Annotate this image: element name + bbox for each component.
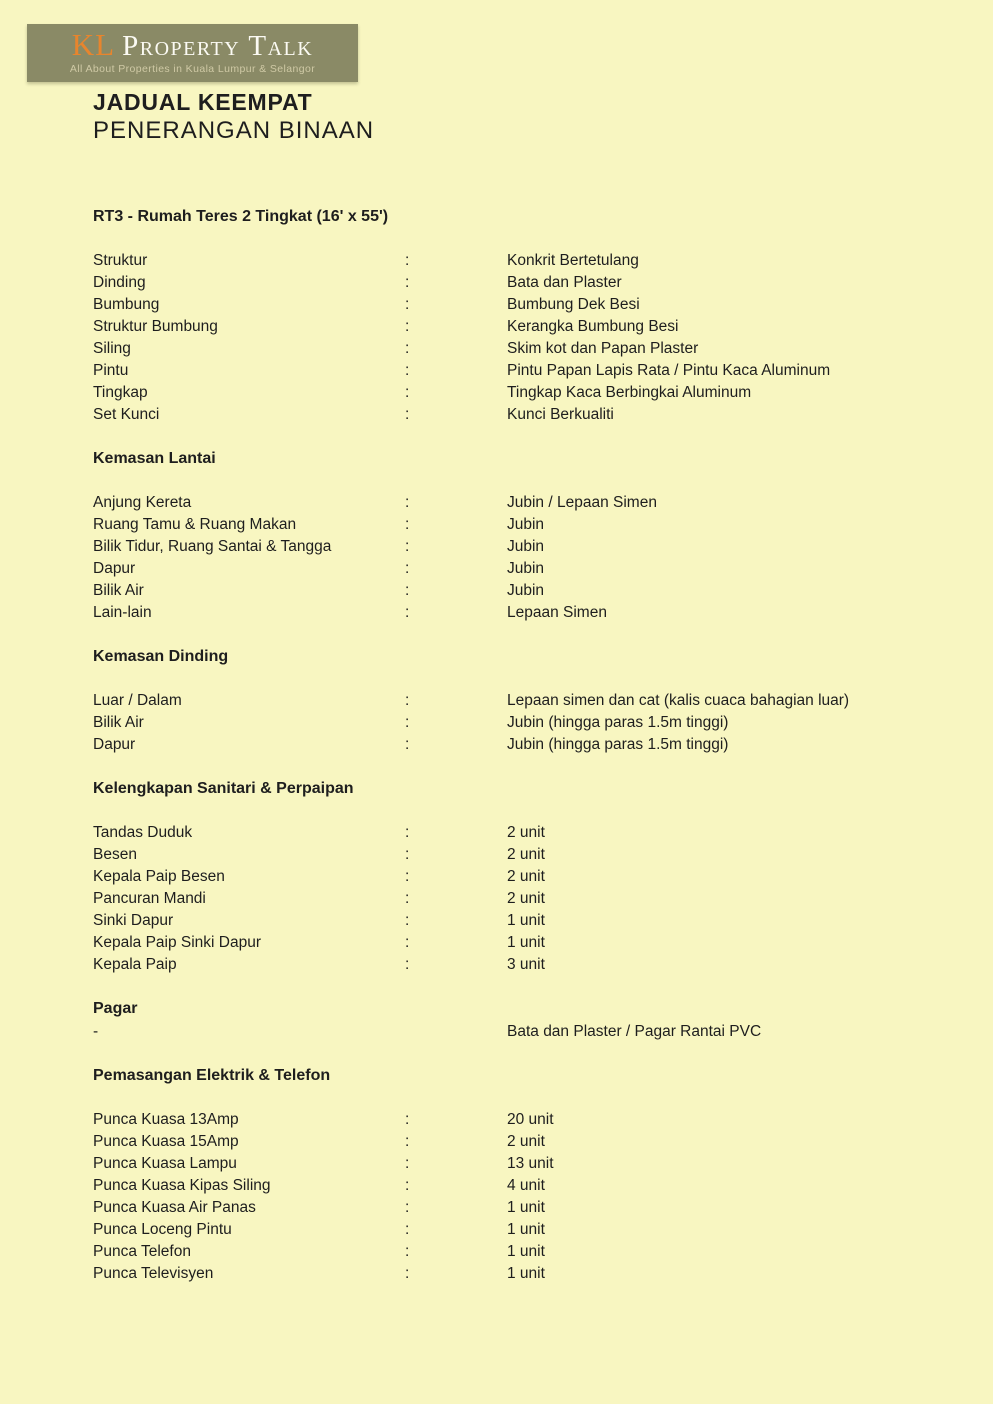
section-heading: Kemasan Lantai [93,450,216,467]
spec-separator: : [405,384,410,401]
spec-label: Punca Kuasa Kipas Siling [93,1177,271,1194]
spec-label: Bilik Air [93,582,144,599]
page-subtitle: PENERANGAN BINAAN [93,117,375,144]
section-heading: Kelengkapan Sanitari & Perpaipan [93,780,354,797]
spec-row [93,734,953,756]
section-rows [93,690,953,756]
spec-label: Siling [93,340,131,357]
spec-label: Bilik Tidur, Ruang Santai & Tangga [93,538,332,555]
logo-kl-text: KL [71,27,116,62]
spec-value: 4 unit [507,1177,545,1194]
spec-separator: : [405,252,410,269]
spec-value: Skim kot dan Papan Plaster [507,340,699,357]
spec-separator: : [405,824,410,841]
spec-label: Lain-lain [93,604,152,621]
spec-row [93,822,953,844]
spec-label: Luar / Dalam [93,692,182,709]
spec-row [93,250,953,272]
spec-row [93,712,953,734]
spec-label: Dapur [93,736,136,753]
logo-brand-text: Property Talk [122,30,314,62]
spec-row [93,690,953,712]
spec-label: Punca Kuasa Lampu [93,1155,237,1172]
spec-value: Jubin / Lepaan Simen [507,494,657,511]
section-pagar [93,998,953,1043]
spec-label: Set Kunci [93,406,160,423]
spec-separator: : [405,912,410,929]
spec-value: Jubin [507,538,545,555]
spec-label: Punca Loceng Pintu [93,1221,232,1238]
spec-row [93,1197,953,1219]
spec-row [93,1131,953,1153]
spec-label: Tandas Duduk [93,824,193,841]
spec-row [93,338,953,360]
spec-label: Kepala Paip Sinki Dapur [93,934,262,951]
spec-row [93,888,953,910]
spec-value: 1 unit [507,1243,545,1260]
spec-separator: : [405,604,410,621]
spec-value: Konkrit Bertetulang [507,252,639,269]
spec-row [93,910,953,932]
spec-row [93,1175,953,1197]
spec-separator: : [405,362,410,379]
spec-label: Punca Kuasa 13Amp [93,1111,239,1128]
section-kemasan-lantai [93,448,953,624]
spec-label: Sinki Dapur [93,912,174,929]
spec-label: Bumbung [93,296,160,313]
spec-separator [405,1021,507,1043]
spec-separator: : [405,494,410,511]
spec-separator: : [405,1177,410,1194]
logo-wordmark [27,29,358,61]
spec-separator: : [405,296,410,313]
spec-row [93,294,953,316]
spec-row [93,1241,953,1263]
spec-value: 1 unit [507,1199,545,1216]
spec-row [93,1219,953,1241]
spec-label: Dinding [93,274,146,291]
spec-value: Jubin [507,582,545,599]
spec-label: Bilik Air [93,714,144,731]
spec-row [93,514,953,536]
spec-label: Punca Kuasa Air Panas [93,1199,256,1216]
spec-value: Kerangka Bumbung Besi [507,318,679,335]
section-rows [93,250,953,426]
spec-value: Jubin (hingga paras 1.5m tinggi) [507,714,729,731]
spec-value: Jubin [507,560,545,577]
spec-separator: : [405,516,410,533]
spec-value: 3 unit [507,956,545,973]
spec-separator: : [405,890,410,907]
spec-row [93,1153,953,1175]
document-content [93,88,953,1285]
spec-label: Anjung Kereta [93,494,192,511]
spec-separator: : [405,1133,410,1150]
spec-value: Kunci Berkualiti [507,406,614,423]
spec-row [93,1021,953,1043]
spec-separator: : [405,1199,410,1216]
spec-separator: : [405,274,410,291]
spec-row [93,602,953,624]
spec-row [93,954,953,976]
spec-label: Dapur [93,560,136,577]
spec-label: Punca Telefon [93,1243,191,1260]
spec-row [93,844,953,866]
spec-separator: : [405,714,410,731]
spec-label: Struktur [93,252,148,269]
spec-row [93,382,953,404]
spec-label: Ruang Tamu & Ruang Makan [93,516,297,533]
spec-label: Kepala Paip [93,956,177,973]
spec-row [93,536,953,558]
spec-label: Kepala Paip Besen [93,868,225,885]
spec-row [93,272,953,294]
spec-separator: : [405,692,410,709]
spec-value: Lepaan simen dan cat (kalis cuaca bahagian luar) [507,692,850,709]
spec-value: 1 unit [507,934,545,951]
spec-value: Lepaan Simen [507,604,607,621]
spec-value: 1 unit [507,1265,545,1282]
spec-label: Punca Televisyen [93,1265,214,1282]
spec-value: 1 unit [507,1221,545,1238]
spec-value: 2 unit [507,1133,545,1150]
spec-row [93,1109,953,1131]
spec-value: Pintu Papan Lapis Rata / Pintu Kaca Aluminum [507,362,831,379]
spec-label: Punca Kuasa 15Amp [93,1133,239,1150]
spec-row [93,1263,953,1285]
section-rows [93,492,953,624]
section-kelengkapan-sanitari-perpaipan [93,778,953,976]
spec-value: 2 unit [507,890,545,907]
spec-separator: : [405,1265,410,1282]
section-pemasangan-elektrik-telefon [93,1065,953,1285]
spec-row [93,580,953,602]
spec-label: Besen [93,846,137,863]
spec-row [93,492,953,514]
section-kemasan-dinding [93,646,953,756]
spec-value: 2 unit [507,824,545,841]
spec-label: - [93,1023,99,1040]
spec-separator: : [405,406,410,423]
spec-separator: : [405,538,410,555]
spec-separator: : [405,956,410,973]
spec-separator: : [405,1111,410,1128]
spec-row [93,360,953,382]
spec-value: 2 unit [507,846,545,863]
spec-label: Tingkap [93,384,148,401]
spec-separator: : [405,560,410,577]
section-heading: RT3 - Rumah Teres 2 Tingkat (16' x 55') [93,208,389,225]
section-heading: Pemasangan Elektrik & Telefon [93,1067,331,1084]
spec-sections [93,206,953,1285]
section-heading: Pagar [93,1000,138,1017]
spec-label: Struktur Bumbung [93,318,218,335]
spec-label: Pintu [93,362,129,379]
spec-row [93,558,953,580]
spec-separator: : [405,934,410,951]
spec-row [93,316,953,338]
spec-value: Bata dan Plaster [507,274,622,291]
spec-value: 13 unit [507,1155,554,1172]
spec-row [93,866,953,888]
spec-separator: : [405,846,410,863]
spec-separator: : [405,868,410,885]
page-title: JADUAL KEEMPAT [93,89,313,115]
section-rows [93,1021,953,1043]
section-rows [93,822,953,976]
section-heading: Kemasan Dinding [93,648,229,665]
spec-value: Bumbung Dek Besi [507,296,640,313]
spec-value: Bata dan Plaster / Pagar Rantai PVC [507,1023,762,1040]
spec-value: Tingkap Kaca Berbingkai Aluminum [507,384,752,401]
spec-value: 2 unit [507,868,545,885]
spec-separator: : [405,340,410,357]
spec-separator: : [405,582,410,599]
spec-value: Jubin (hingga paras 1.5m tinggi) [507,736,729,753]
spec-value: Jubin [507,516,545,533]
spec-separator: : [405,1243,410,1260]
spec-separator: : [405,318,410,335]
spec-row [93,404,953,426]
section-rt3-rumah-teres-2-tingkat-16-x-55 [93,206,953,426]
spec-separator: : [405,1155,410,1172]
spec-row [93,932,953,954]
spec-label: Pancuran Mandi [93,890,206,907]
spec-value: 20 unit [507,1111,554,1128]
kl-property-talk-logo [27,24,358,82]
spec-separator: : [405,1221,410,1238]
spec-separator: : [405,736,410,753]
logo-tagline: All About Properties in Kuala Lumpur & Selangor [69,63,316,75]
spec-value: 1 unit [507,912,545,929]
section-rows [93,1109,953,1285]
